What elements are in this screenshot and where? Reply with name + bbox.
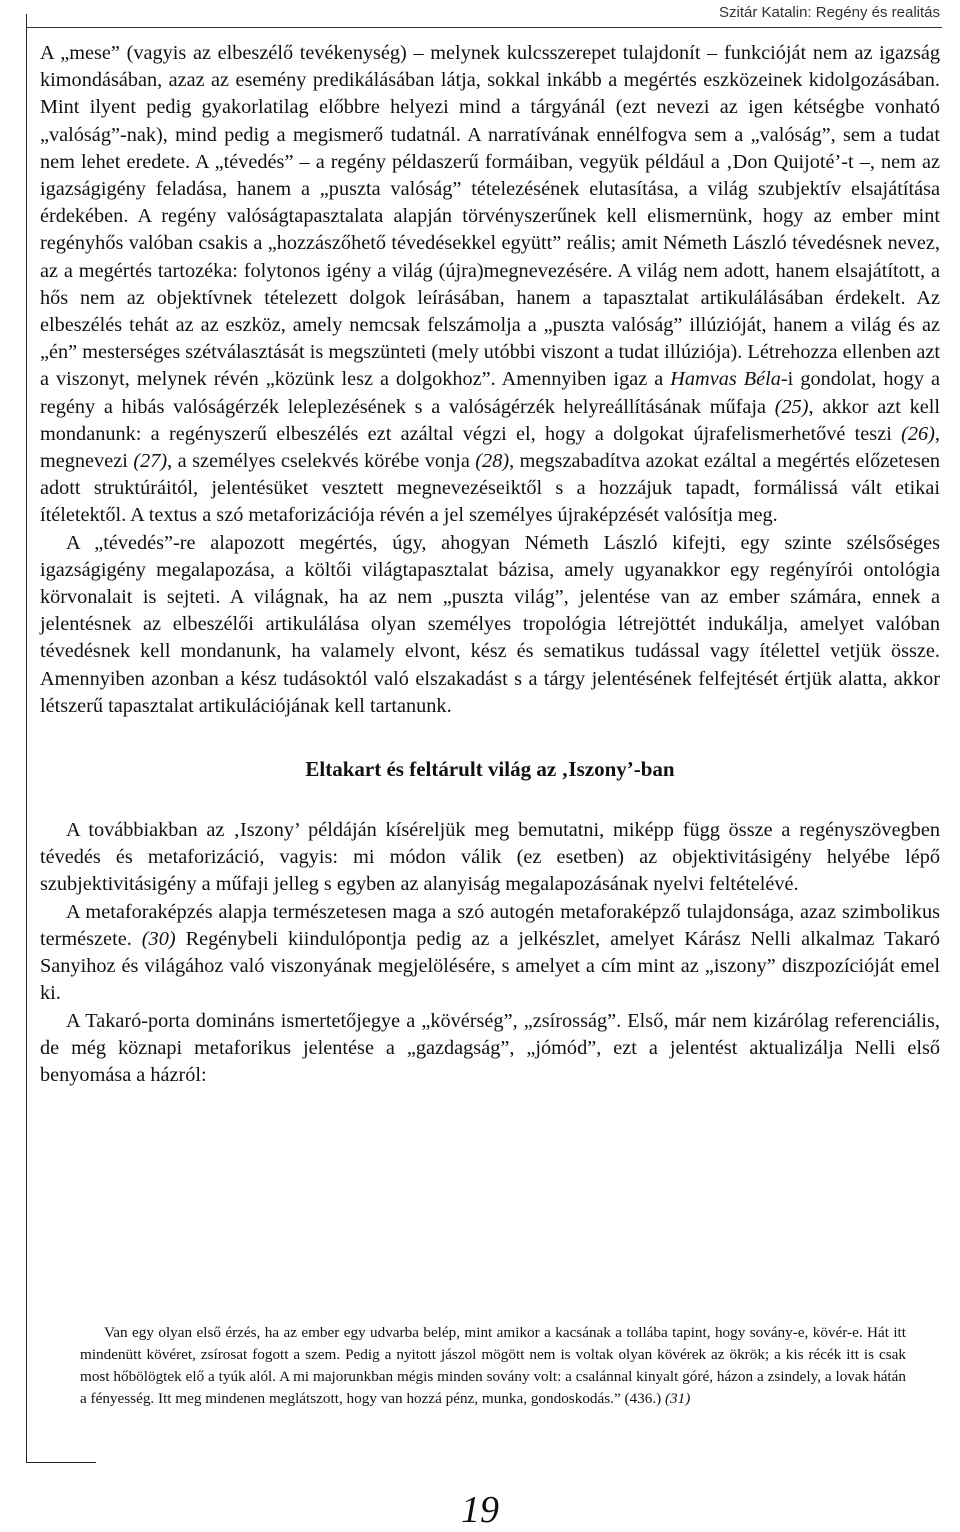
paragraph-1-text-4: , megnevezi: [40, 422, 940, 473]
paragraph-1-text-3: , akkor azt kell mondanunk: a regényszerű elbeszélés ezt azáltal végzi el, hogy a dolgokat újrafelismerhetővé teszi: [40, 395, 940, 445]
paragraph-4: [40, 899, 940, 1008]
quote-paragraph: [80, 1322, 906, 1410]
section-title: Eltakart és feltárult világ az ‚Iszony’-ban: [305, 757, 675, 782]
paragraph-1-text-5: , a személyes cselekvés körébe vonja: [167, 450, 476, 473]
author-name-italic: Hamvas Béla: [670, 368, 781, 391]
footnote-ref-27: (27): [133, 450, 168, 473]
footnote-ref-31: (31): [664, 1390, 691, 1407]
paragraph-1: [40, 40, 940, 530]
spacer: [40, 783, 940, 817]
journal-side-label: [6, 20, 20, 220]
footnote-ref-26: (26): [901, 422, 935, 445]
paragraph-2: A „tévedés”-re alapozott megértés, úgy, ahogyan Németh László kifejti, egy szinte szélsőséges igazságigény megalapozása, a költői világtapasztalat bázisa, amely ugyanakkor egy regényírói ontológia körvonalait is sejteti. A világnak, ha az nem „puszta világ”, jelentése van az ember számára, ennek a jelentésnek az elbeszélői artikulálása olyan személyes tropológia létrejöttét indukálja, amelyet valóban tévedésnek kell mondanunk, ha valamely elvont, kész és sematikus tudással vagy ítélettel vetjük össze. Amennyiben azonban a kész tudásoktól való elszakadást s a tárgy jelentésének felfejtését értjük alatta, akkor létszerű tapasztalat artikulációjának kell tartanunk.: [40, 531, 940, 717]
footnote-ref-25: (25): [774, 395, 809, 418]
paragraph-4-text-2: Regénybeli kiindulópontja pedig az a jelkészlet, amelyet Kárász Nelli alkalmaz Takaró Sanyihoz és világához való viszonyának megjelölésére, s amelyet a cím mint az „iszony” diszpozícióját emel ki.: [40, 927, 941, 1005]
running-header: Szitár Katalin: Regény és realitás: [719, 4, 940, 21]
paragraph-1-text-2: -i gondolat, hogy a regény a hibás valóságérzék leleplezésének s a valóságérzék helyreállításának műfaja: [40, 368, 940, 418]
header-rule: [26, 27, 942, 28]
paragraph-1-text-6: , megszabadítva azokat ezáltal a megértés előzetesen adott struktúráitól, jelentésüket vesztett megnevezéseiktől s a hozzájuk tapadt, formálissá vált etikai ítéletektől. A textus a szó metaforizációja révén a jel személyes újraképzését valósítja meg.: [40, 450, 940, 527]
paragraph-4-text: A metaforaképzés alapja természetesen maga a szó autogén metaforaképző tulajdonsága, azaz szimbolikus természete.: [40, 900, 940, 950]
margin-rule: [26, 14, 27, 1462]
block-quote: [80, 1322, 906, 1410]
paragraph-1-text: A „mese” (vagyis az elbeszélő tevékenység) – melynek kulcsszerepet tulajdonít – funkcióját nem az igazság kimondásában, azaz az esemény predikálásában látja, sokkal inkább a megértés eszközeinek kidolgozásában. Mint ilyent pedig gyakorlatilag előbbre helyezi mind a tárgyánál (ezt nevezi az igen kétségbe vonható „valóság”-nak), mind pedig a megismerő tudatnál. A narratívának ennélfogva sem a „valóság”, sem a tudat nem lehet eredete. A „tévedés” – a regény példaszerű formáiban, vegyük például a ‚Don Quijoté’-t –, nem az igazságigény feladása, hanem a „puszta valóság” tételezésének elutasítása, a világ szubjektív elsajátítása érdekében. A regény valóságtapasztalata alapján törvényszerűnek kell elismernünk, hogy az ember mint regényhős valóban csakis a „hozzászőhető tévedésekkel együtt” reális; amit Németh László tévedésnek nevez, az a megértés tartozéka: folytonos igény a világ (újra)megnevezésére. A világ nem adott, hanem elsajátított, a hős nem az objektívnek tételezett dolgok leírásában, hanem a tapasztalat artikulálásában érdekelt. Az elbeszélés tehát az az eszköz, amely nemcsak felszámolja a „puszta valóság” illúzióját, hanem a világ és az „én” mesterséges szétválasztását is megszünteti (mely utóbbi viszont a tudat illúziója). Létrehozza ellenben azt a viszonyt, melynek révén „közünk lesz a dolgokhoz”. Amennyiben igaz a: [40, 42, 940, 391]
paragraph-3: A továbbiakban az ‚Iszony’ példáján kíséreljük meg bemutatni, miképp függ össze a regényszövegben tévedés és metaforizáció, vagyis: mi módon válik (ez esetben) az objektivitásigény helyébe lépő szubjektivitásigény a műfaji jelleg s egyben az alanyiság megalapozásának nyelvi feltételévé.: [40, 819, 940, 896]
paragraph-5: A Takaró-porta domináns ismertetőjegye a „kövérség”, „zsírosság”. Első, már nem kizárólag referenciális, de még köznapi metaforikus jelentése a „gazdagság”, „jómód”, ezt a jelentést aktualizálja Nelli első benyomása a házról:: [40, 1009, 940, 1086]
footnote-ref-28: (28): [475, 450, 510, 473]
footer-rule: [26, 1462, 96, 1463]
spacer: [40, 720, 940, 756]
page-number: 19: [461, 1489, 499, 1531]
article-body: [40, 40, 940, 1089]
footnote-ref-30: (30): [141, 927, 176, 950]
quote-text: Van egy olyan első érzés, ha az ember egy udvarba belép, mint amikor a kacsának a tollába tapint, hogy sovány-e, kövér-e. Hát itt mindenütt kövéret, zsírosat fogott a szem. Pedig a nyitott jászol mögött nem is voltak olyan kövérek az ökrök; a kis récék itt is csak most hőbölögtek elő a tyúk alól. A mi majorunkban mégis minden sovány volt: a csalánnal kinyalt góré, házon a zsindely, a lovak hátán a fényesség. Itt meg mindenen meglátszott, hogy van hozzá pénz, munka, gondoskodás.” (436.): [80, 1324, 906, 1407]
